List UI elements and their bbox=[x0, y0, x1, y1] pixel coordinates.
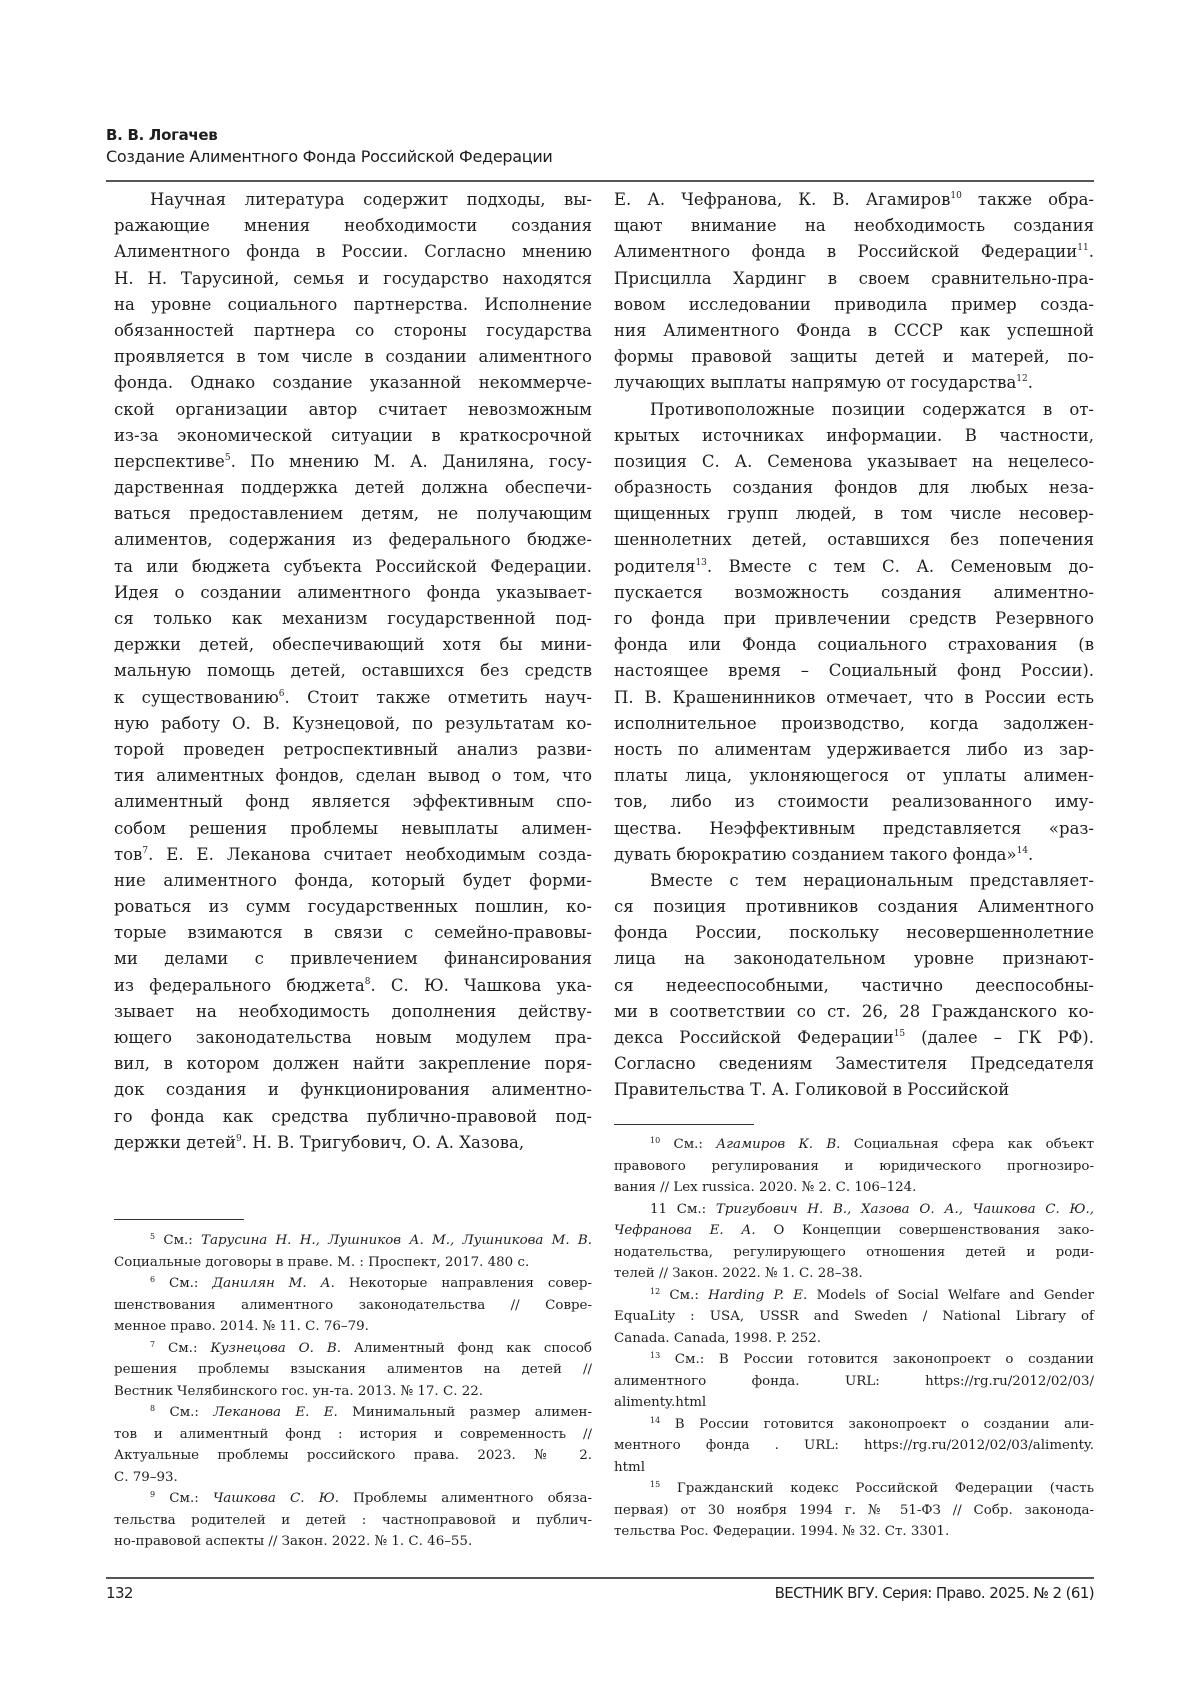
footnote-ref: 11 bbox=[1077, 243, 1089, 254]
running-header bbox=[106, 124, 1094, 168]
text-line bbox=[614, 999, 1094, 1025]
line-text: обязанностей партнера со стороны государства bbox=[114, 320, 592, 340]
footnote-line bbox=[614, 1457, 1094, 1479]
text-line bbox=[114, 737, 592, 763]
footnote-separator-left bbox=[114, 1219, 244, 1220]
line-text: ния Алиментного Фонда в СССР как успешной bbox=[614, 320, 1094, 340]
line-text: перспективе bbox=[114, 451, 225, 471]
line-text: ми в соответствии со ст. 26, 28 Гражданского ко- bbox=[614, 1001, 1094, 1021]
line-text-after: (далее – ГК РФ). bbox=[905, 1028, 1094, 1047]
footnote-prefix: 11 См.: bbox=[650, 1201, 716, 1217]
footnote-line bbox=[614, 1263, 1094, 1285]
footnote-text: алиментного фонда. URL: https://rg.ru/2012/02/03/ bbox=[614, 1373, 1094, 1389]
text-line bbox=[614, 1025, 1094, 1051]
footnote-line bbox=[614, 1306, 1094, 1328]
text-line bbox=[114, 318, 592, 344]
text-line bbox=[114, 894, 592, 920]
footnote-text: правового регулирования и юридического прогнозиро- bbox=[614, 1158, 1094, 1174]
footnote-line bbox=[114, 1273, 592, 1295]
text-line bbox=[614, 344, 1094, 370]
text-line bbox=[614, 946, 1094, 972]
line-text: ваться предоставлением детям, не получающим bbox=[114, 504, 592, 524]
line-text: Алиментного фонда в Российской Федерации bbox=[614, 242, 1078, 262]
text-line bbox=[114, 1051, 592, 1077]
line-text: го фонда как средства публично-правовой под- bbox=[114, 1106, 592, 1126]
footnote-line bbox=[614, 1156, 1094, 1178]
text-line bbox=[614, 239, 1094, 265]
footnote-line bbox=[114, 1402, 592, 1424]
footnote-prefix: См.: bbox=[660, 1352, 719, 1367]
footnote-ref: 13 bbox=[695, 557, 707, 568]
footnote-text: но-правовой аспекты // Закон. 2022. № 1. С. 46–55. bbox=[114, 1534, 473, 1549]
line-text: дувать бюрократию созданием такого фонда» bbox=[614, 844, 1017, 864]
footnote-text: В России готовится законопроект о создании bbox=[718, 1352, 1094, 1367]
text-line bbox=[114, 580, 592, 606]
body-column-right bbox=[614, 187, 1094, 1104]
footnote-text: первая) от 30 ноября 1994 г. № 51-ФЗ // Собр. законода- bbox=[614, 1502, 1094, 1518]
footnote-text: шенствования алиментного законодательства // Совре- bbox=[114, 1297, 592, 1313]
footnote-text: решения проблемы взыскания алиментов на детей // bbox=[114, 1362, 592, 1377]
text-line bbox=[614, 894, 1094, 920]
footnote-prefix: См.: bbox=[155, 1405, 214, 1420]
text-line bbox=[114, 973, 592, 999]
line-text-after: . bbox=[1088, 242, 1094, 262]
text-line bbox=[614, 580, 1094, 606]
line-text: ражающие мнения необходимости создания bbox=[114, 216, 592, 236]
line-text: лучающих выплаты напрямую от государства bbox=[614, 373, 1017, 393]
text-line bbox=[614, 606, 1094, 632]
text-line bbox=[614, 737, 1094, 763]
text-line bbox=[114, 842, 592, 868]
text-line bbox=[614, 266, 1094, 292]
footnote-number: 5 bbox=[150, 1232, 156, 1241]
line-text: ся только как механизм государственной под- bbox=[114, 609, 592, 628]
line-text: та или бюджета субъекта Российской Федерации. bbox=[114, 556, 592, 576]
line-text: ние алиментного фонда, который будет форми- bbox=[114, 870, 592, 890]
footnote-line bbox=[114, 1230, 592, 1252]
line-text: лица на законодательном уровне признают- bbox=[614, 949, 1094, 969]
footnote-separator-right bbox=[614, 1124, 754, 1125]
line-text: проявляется в том числе в создании алиментного bbox=[114, 347, 592, 367]
footnote-author: Тарусина Н. Н., Лушников А. М., Лушникова М. В. bbox=[201, 1233, 592, 1248]
line-text: шеннолетних детей, оставшихся без попечения bbox=[614, 530, 1094, 550]
line-text: ся недееспособными, частично дееспособны- bbox=[614, 975, 1094, 995]
line-text-after: . Вместе с тем С. А. Семеновым до- bbox=[706, 556, 1094, 576]
line-text: крытых источниках информации. В частности, bbox=[614, 425, 1094, 445]
footnotes-left bbox=[114, 1230, 592, 1553]
line-text: к существованию bbox=[114, 687, 279, 707]
footnote-line bbox=[114, 1359, 592, 1381]
text-line bbox=[114, 789, 592, 815]
line-text: из-за экономической ситуации в краткосрочной bbox=[114, 425, 592, 445]
footnote-number: 6 bbox=[150, 1275, 156, 1284]
footnote-line bbox=[114, 1488, 592, 1510]
footnote-text: тельства Рос. Федерации. 1994. № 32. Ст. 3301. bbox=[614, 1524, 950, 1539]
line-text: щищенных групп людей, в том числе несовер- bbox=[614, 504, 1094, 524]
footnote-line bbox=[114, 1295, 592, 1317]
line-text: держки детей, обеспечивающий хотя бы мини- bbox=[114, 635, 592, 655]
text-line bbox=[114, 606, 592, 632]
text-line bbox=[614, 711, 1094, 737]
text-line bbox=[114, 685, 592, 711]
footnote-text: Проблемы алиментного обяза- bbox=[338, 1491, 593, 1506]
line-text: мальную помощь детей, оставшихся без средств bbox=[114, 661, 592, 681]
line-text: Н. Н. Тарусиной, семья и государство находятся bbox=[114, 268, 592, 288]
footnote-text: Алиментный фонд как способ bbox=[340, 1340, 592, 1356]
footnote-line bbox=[614, 1478, 1094, 1500]
article-title: Создание Алиментного Фонда Российской Федерации bbox=[106, 147, 553, 166]
footnote-text: Canada. Canada, 1998. P. 252. bbox=[614, 1330, 822, 1346]
line-text-after: . Стоит также отметить науч- bbox=[284, 687, 592, 707]
text-line bbox=[114, 920, 592, 946]
text-line bbox=[114, 868, 592, 894]
text-line bbox=[114, 292, 592, 318]
text-line bbox=[114, 658, 592, 684]
text-line bbox=[614, 527, 1094, 553]
line-text: родителя bbox=[614, 556, 696, 576]
line-text: Вместе с тем нерациональным представляет- bbox=[650, 870, 1094, 890]
line-text-after: . Н. В. Тригубович, О. А. Хазова, bbox=[241, 1132, 525, 1152]
line-text: исполнительное производство, когда задолжен- bbox=[614, 713, 1094, 733]
footnote-line bbox=[614, 1328, 1094, 1350]
footnote-text: вания // Lex russica. 2020. № 2. С. 106–124. bbox=[614, 1180, 917, 1195]
line-text: образность создания фондов для любых неза- bbox=[614, 478, 1094, 498]
footer-rule bbox=[106, 1577, 1094, 1579]
footnote-ref: 14 bbox=[1016, 845, 1029, 856]
line-text: ную работу О. В. Кузнецовой, по результатам ко- bbox=[114, 713, 592, 733]
text-line bbox=[114, 1025, 592, 1051]
footnote-line bbox=[614, 1435, 1094, 1457]
footnote-line bbox=[614, 1134, 1094, 1156]
text-line bbox=[114, 475, 592, 501]
text-line bbox=[614, 973, 1094, 999]
line-text: настоящее время – Социальный фонд России). bbox=[614, 661, 1094, 681]
text-line bbox=[114, 1130, 592, 1156]
footnote-prefix bbox=[660, 1417, 675, 1432]
footnote-line bbox=[114, 1445, 592, 1467]
text-line bbox=[114, 554, 592, 580]
line-text: ской организации автор считает невозможным bbox=[114, 399, 592, 419]
footnote-prefix: См.: bbox=[660, 1287, 709, 1303]
line-text: вил, в котором должен найти закрепление поря- bbox=[114, 1054, 592, 1074]
line-text: фонда или Фонда социального страхования (в bbox=[614, 635, 1094, 655]
footnote-text: html bbox=[614, 1459, 645, 1475]
line-text: роваться из сумм государственных пошлин, ко- bbox=[114, 897, 592, 917]
line-text: ми делами с привлечением финансирования bbox=[114, 949, 592, 969]
line-text: платы лица, уклоняющегося от уплаты алимен- bbox=[614, 766, 1094, 786]
line-text-after: . bbox=[1028, 844, 1034, 864]
line-text: позиция С. А. Семенова указывает на нецелесо- bbox=[614, 451, 1094, 471]
footnote-line bbox=[614, 1220, 1094, 1242]
line-text: Согласно сведениям Заместителя Председателя bbox=[614, 1054, 1094, 1074]
footnote-text: Актуальные проблемы российского права. 2023. № 2. bbox=[114, 1448, 592, 1463]
line-text: док создания и функционирования алиментно- bbox=[114, 1080, 592, 1100]
line-text-after: также обра- bbox=[961, 190, 1094, 209]
footnote-ref: 15 bbox=[893, 1029, 906, 1039]
text-line bbox=[114, 1077, 592, 1103]
footnote-line bbox=[614, 1521, 1094, 1543]
line-text: ющего законодательства новым модулем пра- bbox=[114, 1028, 592, 1047]
text-line bbox=[614, 475, 1094, 501]
text-line bbox=[614, 501, 1094, 527]
text-line bbox=[614, 187, 1094, 213]
footnote-line bbox=[614, 1414, 1094, 1436]
footnote-ref: 6 bbox=[278, 688, 285, 699]
text-line bbox=[614, 685, 1094, 711]
text-line bbox=[614, 868, 1094, 894]
line-text: торой проведен ретроспективный анализ разви- bbox=[114, 739, 592, 759]
text-line bbox=[114, 344, 592, 370]
footnote-text: тов и алиментный фонд : история и современность // bbox=[114, 1426, 592, 1442]
text-line bbox=[614, 397, 1094, 423]
text-line bbox=[114, 816, 592, 842]
text-line bbox=[614, 213, 1094, 239]
line-text: Е. А. Чефранова, К. В. Агамиров bbox=[614, 190, 951, 209]
line-text-after: . По мнению М. А. Даниляна, госу- bbox=[230, 451, 592, 471]
footnote-ref: 8 bbox=[364, 976, 371, 987]
footnote-line bbox=[114, 1510, 592, 1532]
footnote-number: 13 bbox=[650, 1351, 661, 1360]
line-text: Противоположные позиции содержатся в от- bbox=[650, 399, 1094, 419]
footnote-number: 8 bbox=[150, 1404, 156, 1413]
text-line bbox=[114, 1104, 592, 1130]
text-line bbox=[114, 266, 592, 292]
footnote-line bbox=[114, 1338, 592, 1360]
line-text: Алиментного фонда в России. Согласно мнению bbox=[114, 242, 592, 262]
footnote-number: 15 bbox=[650, 1480, 661, 1489]
footnote-text: Некоторые направления совер- bbox=[334, 1276, 593, 1291]
footnote-line bbox=[614, 1242, 1094, 1264]
footnote-line bbox=[614, 1349, 1094, 1371]
footnote-text: телей // Закон. 2022. № 1. С. 28–38. bbox=[614, 1266, 863, 1281]
line-text: на уровне социального партнерства. Исполнение bbox=[114, 294, 592, 314]
footnote-line bbox=[114, 1316, 592, 1338]
line-text: дарственная поддержка детей должна обеспечи- bbox=[114, 478, 592, 498]
line-text: ность по алиментам удерживается либо из зар- bbox=[614, 739, 1094, 759]
line-text: вовом исследовании приводила пример созда- bbox=[614, 294, 1094, 314]
footnote-line bbox=[114, 1531, 592, 1553]
text-line bbox=[614, 789, 1094, 815]
line-text: держки детей bbox=[114, 1132, 237, 1152]
text-line bbox=[614, 920, 1094, 946]
footnote-author: Агамиров К. В. bbox=[716, 1137, 841, 1152]
text-line bbox=[614, 658, 1094, 684]
footnote-line bbox=[614, 1177, 1094, 1199]
footnote-text: Минимальный размер алимен- bbox=[337, 1405, 592, 1420]
footnote-text: В России готовится законопроект о создании али- bbox=[674, 1416, 1095, 1432]
text-line bbox=[614, 1051, 1094, 1077]
line-text-after: . bbox=[1027, 373, 1033, 393]
footnote-number: 9 bbox=[150, 1490, 156, 1499]
line-text: фонда России, поскольку несовершеннолетние bbox=[614, 923, 1094, 943]
text-line bbox=[114, 239, 592, 265]
running-footer bbox=[106, 1584, 1094, 1602]
text-line bbox=[114, 370, 592, 396]
line-text: Научная литература содержит подходы, вы- bbox=[150, 190, 592, 209]
text-line bbox=[614, 763, 1094, 789]
footnote-text: Социальная сфера как объект bbox=[840, 1137, 1094, 1152]
footnote-ref: 7 bbox=[142, 845, 149, 856]
line-text: фонда. Однако создание указанной некоммерче- bbox=[114, 373, 592, 393]
footnote-prefix: См.: bbox=[155, 1233, 202, 1248]
footnote-line bbox=[114, 1424, 592, 1446]
line-text: тия алиментных фондов, сделан вывод о том, что bbox=[114, 766, 592, 786]
footnote-number: 7 bbox=[150, 1339, 156, 1349]
text-line bbox=[614, 816, 1094, 842]
text-line bbox=[114, 763, 592, 789]
footnote-line bbox=[614, 1199, 1094, 1221]
line-text: собом решения проблемы невыплаты алимен- bbox=[114, 818, 592, 838]
footnote-line bbox=[614, 1285, 1094, 1307]
line-text: Правительства Т. А. Голиковой в Российской bbox=[614, 1080, 1010, 1100]
footnote-prefix: См.: bbox=[155, 1491, 213, 1506]
footnote-number: 10 bbox=[650, 1136, 661, 1145]
line-text: щают внимание на необходимость создания bbox=[614, 216, 1094, 236]
footnote-line bbox=[614, 1500, 1094, 1522]
line-text: алиментов, содержания из федерального бюдже- bbox=[114, 530, 592, 550]
footnote-prefix bbox=[660, 1481, 677, 1496]
line-text-after: . С. Ю. Чашкова ука- bbox=[370, 975, 592, 995]
line-text-after: . Е. Е. Леканова считает необходимым созда- bbox=[148, 844, 592, 864]
footnote-text: Социальные договоры в праве. М. : Проспект, 2017. 480 с. bbox=[114, 1254, 530, 1270]
text-line bbox=[114, 397, 592, 423]
line-text: торые взимаются в связи с семейно-правовы- bbox=[114, 923, 592, 943]
footnote-line bbox=[114, 1252, 592, 1274]
text-line bbox=[114, 187, 592, 213]
footnote-text: С. 79–93. bbox=[114, 1469, 178, 1485]
text-line bbox=[614, 1077, 1094, 1103]
journal-citation: ВЕСТНИК ВГУ. Серия: Право. 2025. № 2 (61) bbox=[774, 1584, 1094, 1602]
footnote-prefix: См.: bbox=[155, 1276, 213, 1291]
header-rule bbox=[106, 180, 1094, 182]
footnote-text: Гражданский кодекс Российской Федерации (часть bbox=[676, 1481, 1094, 1496]
footnote-author: Чефранова Е. А. bbox=[614, 1223, 756, 1238]
footnote-line bbox=[114, 1381, 592, 1403]
footnote-author: Кузнецова О. В. bbox=[210, 1340, 341, 1356]
text-line bbox=[114, 501, 592, 527]
text-line bbox=[114, 999, 592, 1025]
text-line bbox=[114, 423, 592, 449]
footnote-ref: 12 bbox=[1016, 374, 1028, 385]
footnote-text: EquaLity : USA, USSR and Sweden / National Library of bbox=[614, 1309, 1094, 1324]
footnote-text: менное право. 2014. № 11. С. 76–79. bbox=[114, 1319, 369, 1334]
line-text: алиментный фонд является эффективным спо- bbox=[114, 792, 592, 812]
footnote-author: Чашкова С. Ю. bbox=[212, 1491, 339, 1506]
line-text: щества. Неэффективным представляется «раз- bbox=[614, 818, 1094, 838]
footnote-line bbox=[114, 1467, 592, 1489]
line-text: декса Российской Федерации bbox=[614, 1028, 894, 1047]
text-line bbox=[614, 449, 1094, 475]
footnotes-right bbox=[614, 1134, 1094, 1543]
footnote-text: нодательства, регулирующего отношения детей и роди- bbox=[614, 1244, 1094, 1260]
line-text: го фонда при привлечении средств Резервного bbox=[614, 609, 1094, 628]
page-number: 132 bbox=[106, 1584, 133, 1602]
text-line bbox=[614, 423, 1094, 449]
footnote-ref: 5 bbox=[224, 452, 231, 463]
line-text: зывает на необходимость дополнения действу- bbox=[114, 1001, 592, 1021]
text-line bbox=[614, 554, 1094, 580]
text-line bbox=[114, 449, 592, 475]
text-line bbox=[614, 318, 1094, 344]
line-text: Присцилла Хардинг в своем сравнительно-пра- bbox=[614, 268, 1094, 288]
footnote-text: тельства родителей и детей : частноправовой и публич- bbox=[114, 1512, 592, 1528]
footnote-author: Леканова Е. Е. bbox=[213, 1405, 338, 1420]
footnote-text: alimenty.html bbox=[614, 1395, 707, 1410]
line-text: тов, либо из стоимости реализованного иму- bbox=[614, 792, 1094, 812]
author-name: В. В. Логачев bbox=[106, 126, 218, 144]
footnote-ref: 10 bbox=[950, 191, 962, 201]
line-text: тов bbox=[114, 844, 143, 864]
line-text: ся позиция противников создания Алиментного bbox=[614, 897, 1094, 917]
text-line bbox=[114, 213, 592, 239]
footnote-text: О Концепции совершенствования зако- bbox=[755, 1223, 1094, 1238]
footnote-text: Models of Social Welfare and Gender bbox=[807, 1287, 1095, 1303]
footnote-number: 12 bbox=[650, 1286, 661, 1296]
text-line bbox=[614, 292, 1094, 318]
footnote-text: ментного фонда . URL: https://rg.ru/2012/02/03/alimenty. bbox=[614, 1438, 1094, 1453]
text-line bbox=[114, 632, 592, 658]
text-line bbox=[614, 370, 1094, 396]
text-line bbox=[114, 946, 592, 972]
footnote-number: 14 bbox=[650, 1415, 661, 1425]
text-line bbox=[114, 527, 592, 553]
footnote-prefix: См.: bbox=[660, 1137, 717, 1152]
text-line bbox=[614, 632, 1094, 658]
footnote-author: Тригубович Н. В., Хазова О. А., Чашкова С. Ю., bbox=[715, 1201, 1095, 1217]
line-text: формы правовой защиты детей и матерей, по- bbox=[614, 347, 1094, 367]
line-text: Идея о создании алиментного фонда указывает- bbox=[114, 582, 592, 602]
body-column-left bbox=[114, 187, 592, 1156]
line-text: П. В. Крашенинников отмечает, что в России есть bbox=[614, 687, 1094, 707]
footnote-line bbox=[614, 1392, 1094, 1414]
text-line bbox=[614, 842, 1094, 868]
footnote-line bbox=[614, 1371, 1094, 1393]
line-text: пускается возможность создания алиментно- bbox=[614, 582, 1094, 602]
footnote-author: Данилян М. А. bbox=[212, 1276, 335, 1291]
footnote-author: Harding P. E. bbox=[708, 1287, 808, 1303]
line-text: из федерального бюджета bbox=[114, 975, 365, 995]
footnote-text: Вестник Челябинского гос. ун-та. 2013. № 17. С. 22. bbox=[114, 1383, 484, 1399]
footnote-prefix: См.: bbox=[155, 1340, 211, 1356]
footnote-ref: 9 bbox=[236, 1133, 242, 1144]
text-line bbox=[114, 711, 592, 737]
